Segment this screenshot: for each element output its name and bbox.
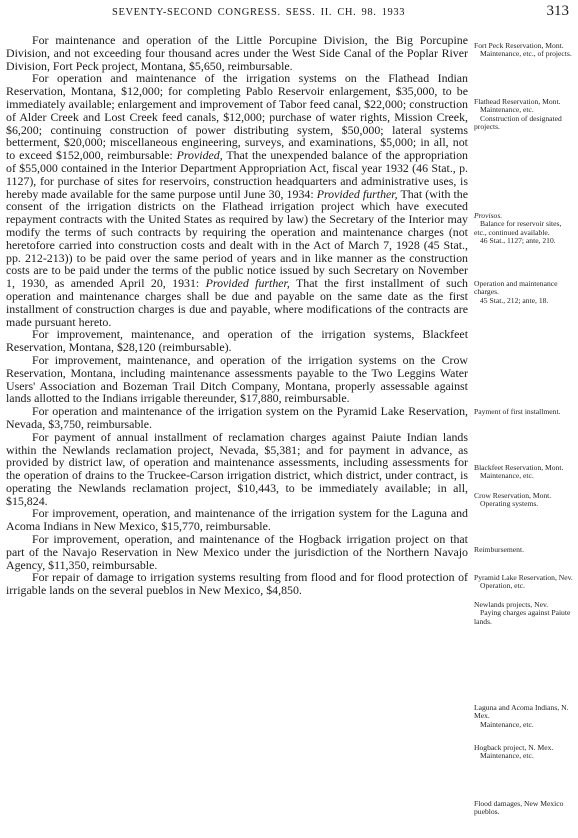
flathead-text-3: That (with the consent of the irrigation districts on the Flathead irrigation project which have executed repayment contracts with the United States as required by law) the Secretary of the Interior may modify the terms of such contracts by requiring the operation and maintenance charges (not heretofore carried into construction costs and dealt with in the Act of March 7, 1928 (45 Stat., pp. 212-213)) to be paid over the same period of years and in like manner as the construction costs are to be paid under the terms of the public notice issued by such Secretary on November 1, 1930, as amended April 20, 1931: — [6, 186, 468, 291]
margin-note-fort-peck — [474, 42, 574, 59]
margin-note-line: Fort Peck Reservation, Mont. — [474, 41, 564, 50]
margin-note-first-installment — [474, 408, 574, 416]
margin-note-line: Newlands projects, Nev. — [474, 600, 549, 609]
margin-note-line: Crow Reservation, Mont. — [474, 491, 552, 500]
body-text — [6, 34, 468, 597]
margin-note-line: Flood damages, New Mexico pueblos. — [474, 799, 564, 817]
margin-note-blackfeet — [474, 464, 574, 481]
margin-note-pyramid-lake — [474, 574, 574, 591]
margin-note-line: Payment of first installment. — [474, 407, 561, 416]
margin-note-line: Provisos. — [474, 211, 503, 220]
flathead-text-4: That the first installment of such operation and maintenance charges shall be due and payable on the same date as the first installment of construction charges is due and payable, where modifications of the contracts are made pursuant hereto. — [6, 276, 468, 329]
margin-note-line: 46 Stat., 1127; ante, 210. — [480, 236, 556, 246]
margin-note-line: Reimbursement. — [474, 545, 524, 554]
paragraph-flood-damages: For repair of damage to irrigation systems resulting from flood and for flood protection of irrigable lands on the several pueblos in New Mexico, $4,850. — [6, 570, 468, 598]
margin-note-line: Operating systems. — [480, 499, 539, 509]
margin-note-line: Maintenance, etc., of projects. — [480, 49, 572, 59]
paragraph-laguna-acoma: For improvement, operation, and maintenance of the irrigation system for the Laguna and Acoma Indians in New Mexico, $15,770, reimbursable. — [6, 506, 468, 534]
page-number: 313 — [546, 3, 569, 19]
margin-note-operation-charges — [474, 280, 574, 305]
paragraph-newlands: For payment of annual installment of reclamation charges against Paiute Indian lands within the Newlands reclamation project, Nevada, $5,381; and for payment in advance, as provided by district law, of operation and maintenance assessments, including assessments for the operation of drains to the Truckee-Carson irrigation district, which district, under contract, is operating the Newlands reclamation project, $10,443, to be immediately available; in all, $15,824. — [6, 429, 468, 508]
margin-note-line: Construction of designated projects. — [474, 113, 562, 132]
proviso-label-1: Provided, — [176, 148, 223, 163]
flathead-text-2: That the unexpended balance of the appropriation of $55,000 contained in the Interior Department Appropriation Act, fiscal year 1932 (46 Stat., p. 1127), for purchase of sites for reservoirs, construction headquarters and administrative uses, is hereby made available for the same purpose until June 30, 1934: — [6, 148, 468, 201]
paragraph-crow: For improvement, maintenance, and operation of the irrigation systems on the Crow Reservation, Montana, including maintenance assessments payable to the Two Leggins Water Users' Association and Bozeman Trail Ditch Company, Montana, properly assessable against lands allotted to the Indians irrigable thereunder, $17,880, reimbursable. — [6, 352, 468, 406]
margin-note-reimbursement — [474, 546, 574, 554]
margin-note-newlands — [474, 601, 574, 626]
margin-note-line: Hogback project, N. Mex. — [474, 743, 554, 752]
margin-note-line: Blackfeet Reservation, Mont. — [474, 463, 564, 472]
margin-note-flathead — [474, 98, 574, 132]
running-head: SEVENTY-SECOND CONGRESS. SESS. II. CH. 98. 1933 — [112, 7, 406, 18]
margin-note-line: Laguna and Acoma Indians, N. Mex. — [474, 703, 569, 721]
proviso-label-2: Provided further, — [316, 186, 398, 201]
paragraph-blackfeet: For improvement, maintenance, and operation of the irrigation systems, Blackfeet Reservation, Montana, $28,120 (reimbursable). — [6, 327, 468, 355]
margin-note-line: Balance for reservoir sites, etc., continued available. — [474, 219, 562, 237]
paragraph-flathead — [6, 72, 468, 328]
margin-note-line: Pyramid Lake Reservation, Nev. — [474, 573, 573, 582]
margin-note-hogback — [474, 744, 574, 761]
page-header — [0, 3, 578, 26]
margin-note-line: Paying charges against Paiute lands. — [474, 608, 571, 626]
paragraph-pyramid-lake: For operation and maintenance of the irrigation system on the Pyramid Lake Reservation, Nevada, $3,750, reimbursable. — [6, 404, 468, 431]
margin-note-line: Operation and maintenance charges. — [474, 279, 558, 297]
margin-note-line: Maintenance, etc. — [480, 719, 534, 729]
margin-note-line: Maintenance, etc. — [480, 471, 534, 481]
margin-note-provisos — [474, 212, 574, 246]
paragraph-fort-peck: For maintenance and operation of the Little Porcupine Division, the Big Porcupine Division, and not exceeding four thousand acres under the West Side Canal of the Poplar River Division, Fort Peck project, Montana, $5,650, reimbursable. — [6, 33, 468, 73]
margin-note-line: Maintenance, etc. — [480, 105, 534, 115]
margin-note-line: Operation, etc. — [480, 581, 525, 591]
margin-note-laguna-acoma — [474, 704, 574, 729]
paragraph-hogback: For improvement, operation, and maintenance of the Hogback irrigation project on that part of the Navajo Reservation in New Mexico under the jurisdiction of the Northern Navajo Agency, $11,350, reimbursable. — [6, 532, 468, 572]
margin-note-line: Flathead Reservation, Mont. — [474, 97, 561, 106]
proviso-label-3: Provided further, — [205, 276, 290, 291]
flathead-text-1: For operation and maintenance of the irrigation systems on the Flathead Indian Reservation, Montana, $12,000; for completing Pablo Reservoir enlargement, $35,000, to be immediately available; enlargement and improvement of Tabor feed canal, $22,000; construction of Alder Creek and Lost Creek feed canals, $12,000; purchase of water rights, Mission Creek, $6,200; continuing construction of power distributing system, $50,000; lateral systems betterment, $20,000; miscellaneous engineering, surveys, and examinations, $5,000; in all, not to exceed $152,000, reimbursable: — [6, 71, 468, 163]
margin-note-line: 45 Stat., 212; ante, 18. — [480, 295, 549, 305]
margin-note-line: Maintenance, etc. — [480, 751, 534, 761]
margin-note-crow — [474, 492, 574, 509]
margin-note-flood-damages — [474, 800, 574, 817]
